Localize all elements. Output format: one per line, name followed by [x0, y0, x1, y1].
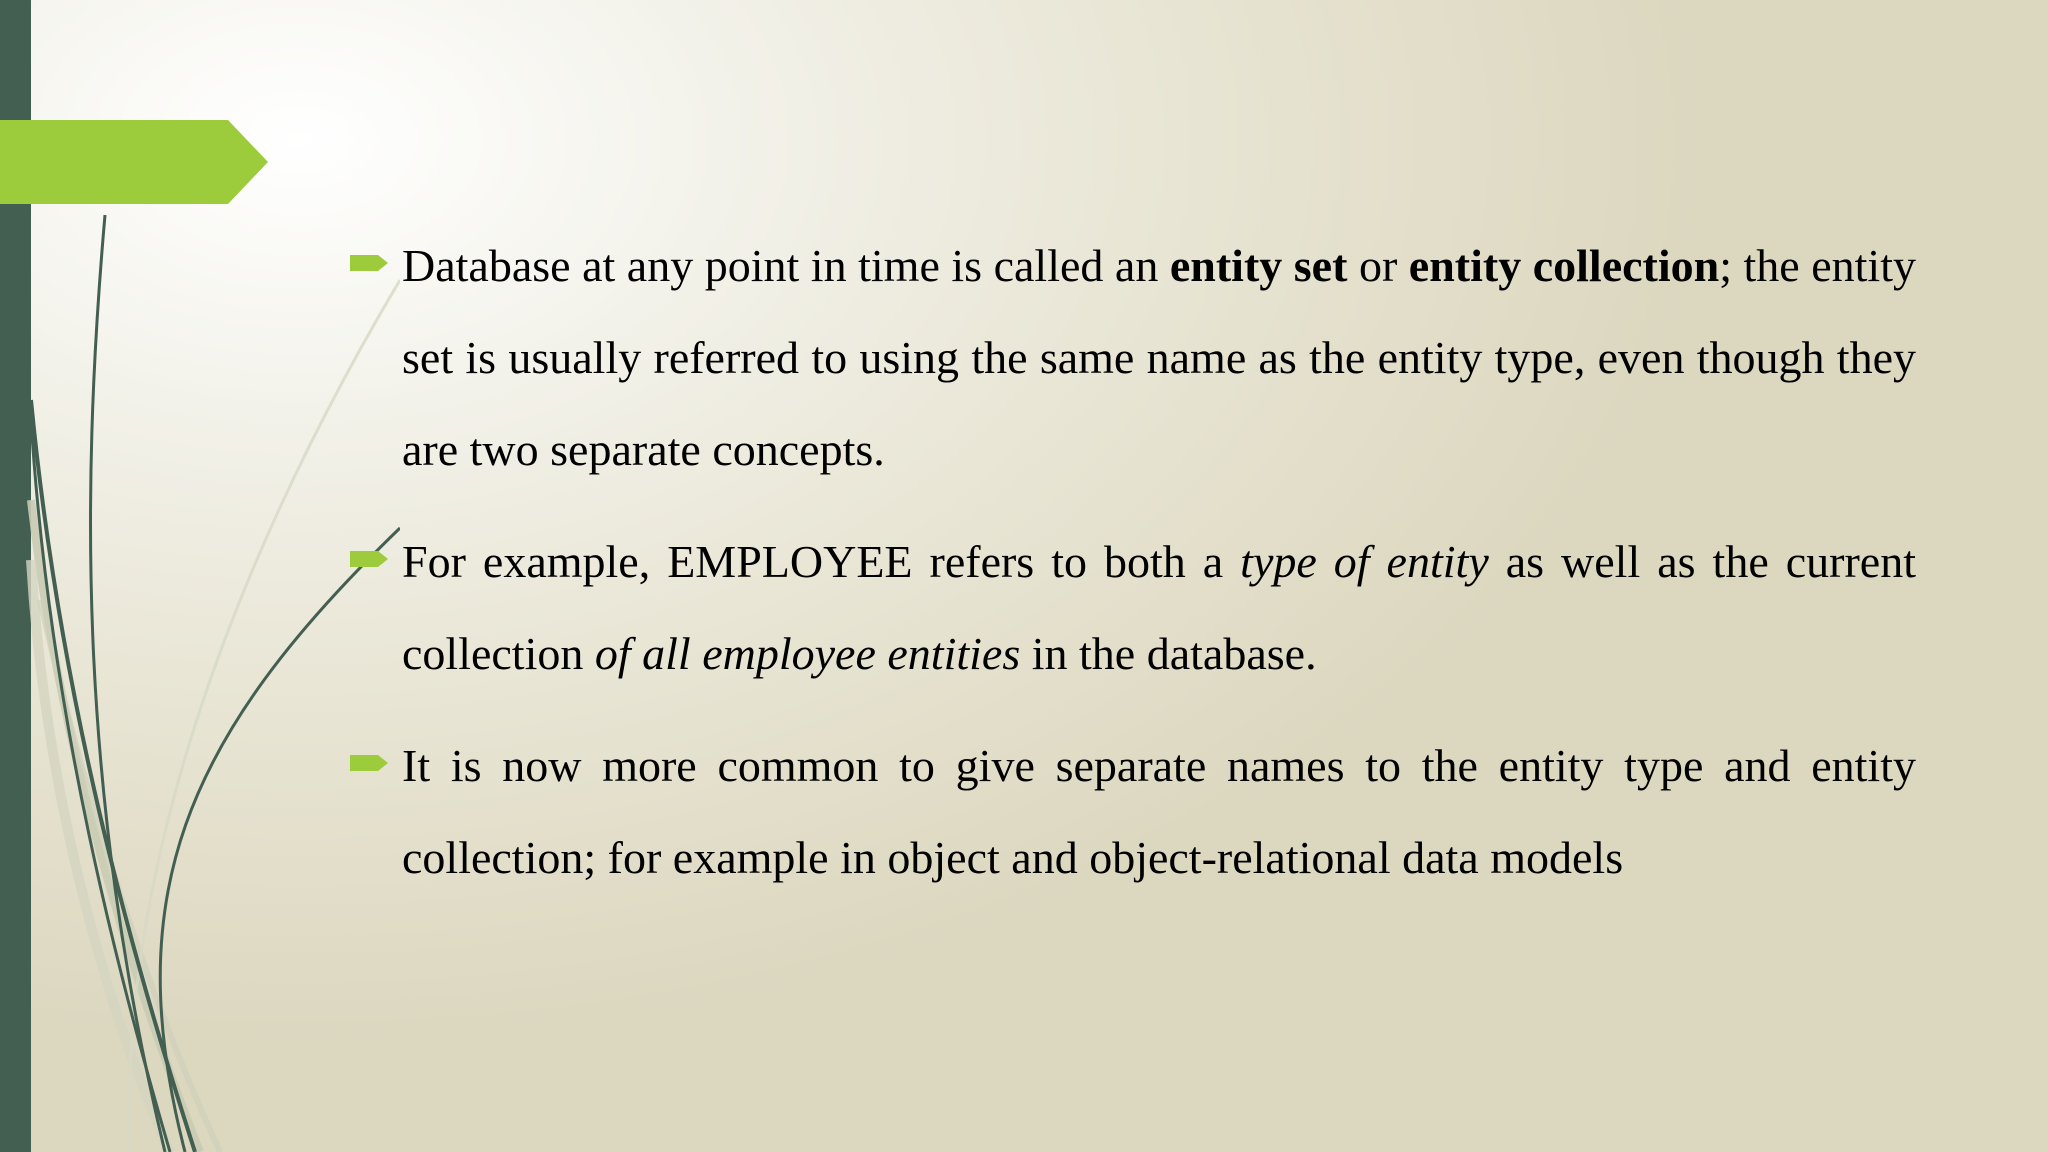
bullet-text: [402, 240, 1916, 475]
arrow-bullet-icon: [350, 549, 388, 569]
bullet-text-italic: type of entity: [1240, 536, 1489, 587]
arrow-bullet-icon: [350, 753, 388, 773]
bullet-text-run: Database at any point in time is called an: [402, 240, 1170, 291]
bullet-text: [402, 740, 1916, 883]
bullet-item: [350, 220, 1916, 496]
bullet-text-italic: of all employee entities: [594, 628, 1021, 679]
bullet-text-run: ; the entity set is usually referred to using the same name as the entity type, even though they are two separate concepts.: [402, 240, 1916, 475]
bullet-text-run: It is now more common to give separate names to the entity type and entity collection; for example in object and object-relational data models: [402, 740, 1916, 883]
bullet-text-bold: entity set: [1169, 240, 1348, 291]
bullet-text-run: as well as the current collection: [402, 536, 1916, 679]
arrow-bullet-icon: [350, 253, 388, 273]
bullet-text-run: or: [1347, 240, 1409, 291]
bullet-text-run: in the database.: [1020, 628, 1317, 679]
bullet-list: [350, 220, 1916, 924]
bullet-item: [350, 720, 1916, 904]
bullet-text-run: For example, EMPLOYEE refers to both a: [402, 536, 1241, 587]
bullet-text-bold: entity collection: [1408, 240, 1720, 291]
title-tab-shape: [0, 0, 300, 300]
bullet-item: [350, 516, 1916, 700]
bullet-text: [402, 536, 1916, 679]
